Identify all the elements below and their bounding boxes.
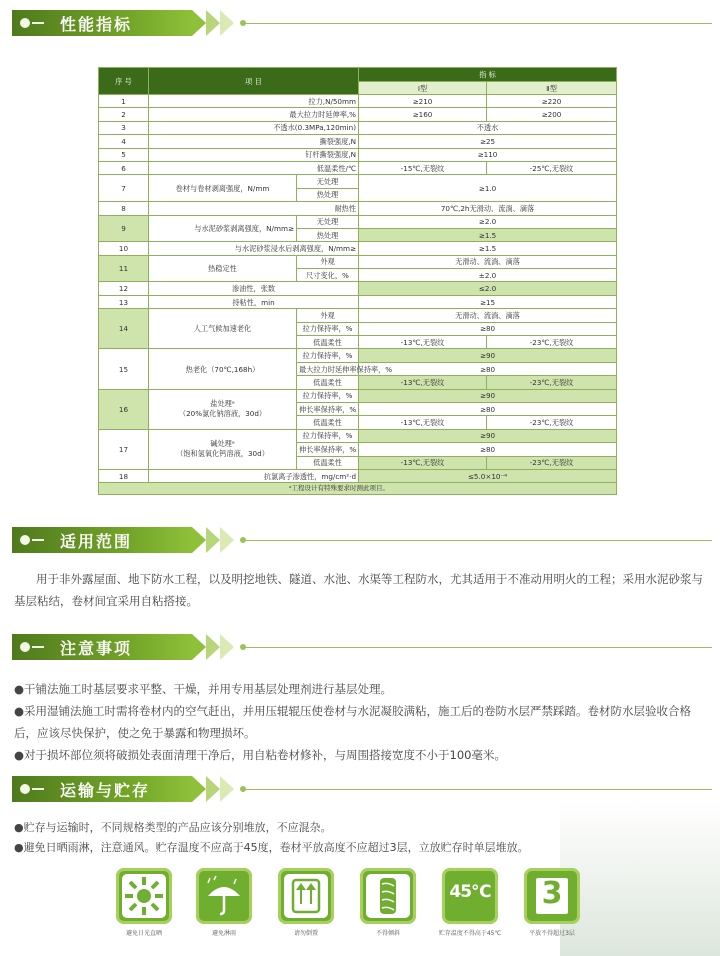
table-row: 16 盐处理ᵃ （20%氯化钠溶液，30d） 拉力保持率，% ≥90 [99,389,617,402]
table-row: 伸长率保持率，% ≥80 [99,443,617,456]
table-row: 15 热老化（70℃,168h） 拉力保持率，% ≥90 [99,349,617,362]
stack-3-icon: 3 [524,868,580,924]
table-row: 7 卷材与卷材剥离强度，N/mm 无处理 ≥1.0 [99,175,617,188]
table-row: 低温柔性 -13℃,无裂纹 -23℃,无裂纹 [99,376,617,389]
table-row: 8 耐热性 70℃,2h无滑动、流淌、滴落 [99,202,617,215]
list-item: ●避免日晒雨淋，注意通风。贮存温度不应高于45度，卷材平放高度不应超过3层，立放贮存时单层堆放。 [14,841,529,854]
icon-label: 贮存温度不得高于45℃ [438,930,502,937]
storage-icons [116,868,576,956]
notes-list [14,678,706,766]
transport-list [14,818,706,858]
table-row: 2 最大拉力时延伸率,% ≥160 ≥200 [99,108,617,121]
table-row: 5 钉杆撕裂强度,N ≥110 [99,148,617,161]
icon-label: 避免淋雨 [211,930,236,937]
table-row: 10 与水泥砂浆浸水后剥离强度，N/mm≥ ≥1.5 [99,242,617,255]
section-header-performance [12,10,718,36]
icon-label: 不得倾斜 [375,930,400,937]
icon-label: 平放不得超过3层 [529,930,575,937]
table-row: 9 与水泥砂浆剥离强度，N/mm≥ 无处理 ≥2.0 [99,215,617,228]
table-row: 11 热稳定性 外观 无滑动、流淌、滴落 [99,255,617,268]
table-row: 6 低温柔性/℃ -15℃,无裂纹 -25℃,无裂纹 [99,161,617,174]
table-row: 1 拉力,N/50mm ≥210 ≥220 [99,95,617,108]
list-item: ●干铺法施工时基层要求平整、干燥，并用专用基层处理剂进行基层处理。 [14,682,393,696]
table-row: 3 不透水(0.3MPa,120min) 不透水 [99,121,617,134]
table-row: 12 渗油性，张数 ≤2.0 [99,282,617,295]
section-header-notes [12,634,718,660]
table-row: 最大拉力时延伸率保持率，% ≥80 [99,362,617,375]
header-type2: Ⅱ型 [487,82,617,95]
table-row: 13 持粘性，min ≥15 [99,295,617,308]
sun-icon [116,868,172,924]
table-row: 14 人工气候加速老化 外观 无滑动、流淌、滴落 [99,309,617,322]
performance-table [98,67,617,495]
umbrella-icon [196,868,252,924]
list-item: ●贮存与运输时，不同规格类型的产品应该分别堆放，不应混杂。 [14,821,332,834]
table-row: 热处理 [99,188,617,201]
header-no: 序 号 [99,68,149,95]
header-type1: Ⅰ型 [359,82,487,95]
table-row: 17 碱处理ᵃ （饱和氢氧化钙溶液，30d） 拉力保持率，% ≥90 [99,429,617,442]
table-footnote: ᵃ工程设计有特殊要求时测此项目。 [99,483,617,495]
roll-icon [360,868,416,924]
section-header-scope [12,527,718,553]
icon-label: 请勿倒置 [293,930,318,937]
temperature-icon: 45℃ [442,868,498,924]
table-row: 伸长率保持率，% ≥80 [99,402,617,415]
table-row: 低温柔性 -13℃,无裂纹 -23℃,无裂纹 [99,416,617,429]
section-title: 运输与贮存 [60,781,151,800]
table-row: 4 撕裂强度,N ≥25 [99,135,617,148]
table-row: 低温柔性 -13℃,无裂纹 -23℃,无裂纹 [99,456,617,469]
section-title: 适用范围 [60,532,133,551]
section-title: 注意事项 [60,639,133,658]
up-arrows-icon [278,868,334,924]
header-item: 项 目 [149,68,359,95]
list-item: ●对于损坏部位须将破损处表面清理干净后，用自粘卷材修补，与周围搭接宽度不小于100毫米。 [14,748,506,762]
table-row: 低温柔性 -13℃,无裂纹 -23℃,无裂纹 [99,336,617,349]
scope-text: 用于非外露屋面、地下防水工程，以及明挖地铁、隧道、水池、水渠等工程防水，尤其适用于不准动用明火的工程；采用水泥砂浆与基层粘结，卷材间宜采用自粘搭接。 [14,572,703,608]
table-row: 18 抗氯离子渗透性，mg/cm²·d ≤5.0×10⁻⁴ [99,469,617,482]
section-title: 性能指标 [60,15,133,34]
table-row: 热处理 ≥1.5 [99,228,617,241]
table-row: 尺寸变化，% ±2.0 [99,269,617,282]
table-row: 拉力保持率，% ≥80 [99,322,617,335]
header-index: 指 标 [359,68,617,82]
list-item: ●采用湿铺法施工时需将卷材内的空气赶出，并用压辊辊压使卷材与水泥凝胶满粘，施工后的卷防水层严禁踩踏。卷材防水层验收合格后，应该尽快保护，使之免于暴露和物理损坏。 [14,704,692,740]
section-header-transport [12,776,718,802]
icon-label: 避免日光直晒 [125,930,162,937]
